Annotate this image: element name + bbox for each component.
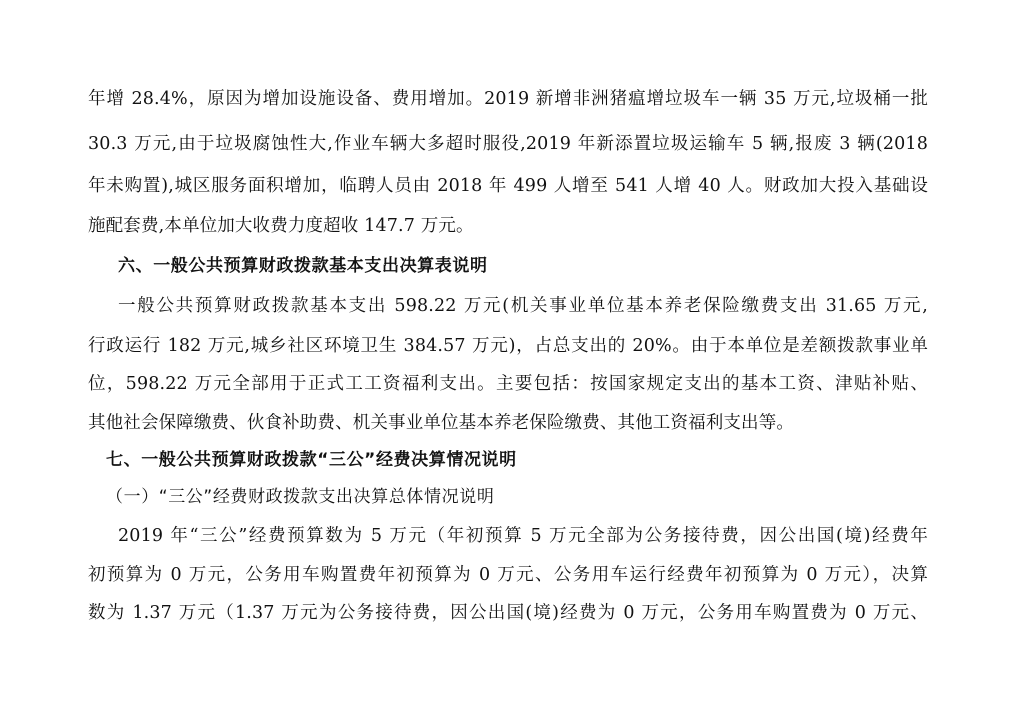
paragraph-line: 位，598.22 万元全部用于正式工工资福利支出。主要包括：按国家规定支出的基本工资、津贴补贴、 (88, 374, 928, 394)
paragraph-line: 30.3 万元,由于垃圾腐蚀性大,作业车辆大多超时服役,2019 年新添置垃圾运输车 5 辆,报废 3 辆(2018 (88, 134, 928, 154)
subsection-heading: （一）“三公”经费财政拨款支出决算总体情况说明 (106, 487, 495, 507)
paragraph-line: 行政运行 182 万元,城乡社区环境卫生 384.57 万元)，占总支出的 20%。由于本单位是差额拨款事业单 (88, 336, 928, 356)
paragraph-line: 其他社会保障缴费、伙食补助费、机关事业单位基本养老保险缴费、其他工资福利支出等。 (88, 413, 794, 433)
paragraph-line: 一般公共预算财政拨款基本支出 598.22 万元(机关事业单位基本养老保险缴费支出 31.65 万元, (118, 296, 928, 316)
paragraph-line: 2019 年“三公”经费预算数为 5 万元（年初预算 5 万元全部为公务接待费，因公出国(境)经费年 (118, 526, 928, 546)
paragraph-line: 施配套费,本单位加大收费力度超收 147.7 万元。 (88, 216, 474, 236)
section-heading-six: 六、一般公共预算财政拨款基本支出决算表说明 (118, 256, 488, 276)
paragraph-line: 数为 1.37 万元（1.37 万元为公务接待费，因公出国(境)经费为 0 万元，公务用车购置费为 0 万元、 (88, 603, 928, 623)
section-heading-seven: 七、一般公共预算财政拨款“三公”经费决算情况说明 (106, 450, 517, 470)
paragraph-line: 年增 28.4%，原因为增加设施设备、费用增加。2019 新增非洲猪瘟增垃圾车一辆 35 万元,垃圾桶一批 (88, 89, 928, 109)
paragraph-line: 年未购置),城区服务面积增加，临聘人员由 2018 年 499 人增至 541 人增 40 人。财政加大投入基础设 (88, 176, 928, 196)
paragraph-line: 初预算为 0 万元，公务用车购置费年初预算为 0 万元、公务用车运行经费年初预算为 0 万元），决算 (88, 565, 928, 585)
